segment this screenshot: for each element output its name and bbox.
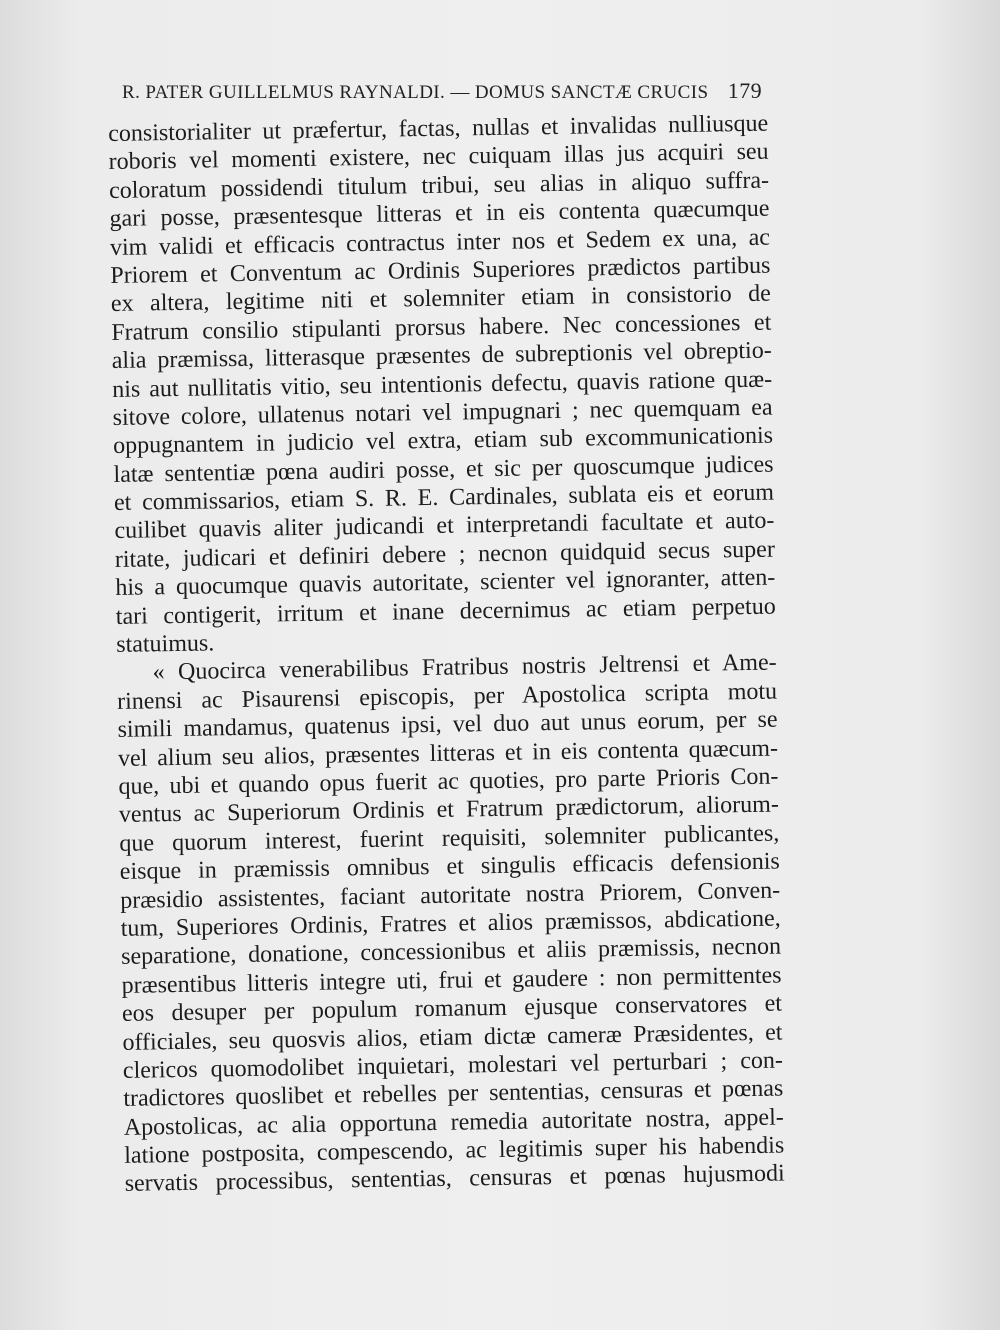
text-line: Priorem et Conventum ac Ordinis Superiores prædictos partibus: [110, 252, 771, 289]
text-line: Fratrum consilio stipulanti prorsus habere. Nec concessiones et: [111, 309, 772, 346]
text-line: rinensi ac Pisaurensi episcopis, per Apostolica scripta motu: [116, 678, 778, 715]
text-line: latæ sententiæ pœna audiri posse, et sic per quoscumque judices: [113, 451, 774, 488]
text-line: Apostolicas, ac alia opportuna remedia autoritate nostra, appel-: [123, 1104, 784, 1141]
text-line: consistorialiter ut præfertur, factas, nullas et invalidas nulliusque: [108, 110, 769, 147]
text-line: simili mandamus, quatenus ipsi, vel duo aut unus eorum, per se: [117, 706, 778, 744]
text-line: roboris vel momenti existere, nec cuiquam illas jus acquiri seu: [108, 139, 769, 176]
text-line: gari posse, præsentesque litteras et in eis contenta quæcumque: [109, 195, 770, 233]
text-line: cuilibet quavis aliter judicandi et interpretandi facultate et auto-: [114, 508, 775, 545]
text-line: eisque in præmissis omnibus et singulis efficacis defensionis: [119, 848, 780, 886]
text-line: his a quocumque quavis autoritate, scienter vel ignoranter, atten-: [115, 564, 776, 602]
body-text: [108, 110, 785, 1199]
text-line: que quorum interest, fuerint requisiti, solemniter publicantes,: [119, 820, 780, 857]
text-line: statuimus.: [116, 630, 215, 658]
text-line: præsidio assistentes, faciant autoritate nostra Priorem, Conven-: [120, 877, 781, 914]
text-line: tari contigerit, irritum et inane decernimus ac etiam perpetuo: [115, 593, 776, 630]
text-line: vim validi et efficacis contractus inter nos et Sedem ex una, ac: [109, 224, 771, 261]
text-line: latione postposita, compescendo, ac legitimis super his habendis: [124, 1132, 785, 1169]
text-line: separatione, donatione, concessionibus et aliis præmissis, necnon: [120, 933, 782, 971]
text-line: sitove colore, ullatenus notari vel impugnari ; nec quemquam ea: [112, 394, 773, 431]
text-line: et commissarios, etiam S. R. E. Cardinales, sublata eis et eorum: [113, 479, 775, 517]
text-line: ritate, judicari et definiri debere ; necnon quidquid secus super: [114, 536, 776, 573]
text-line: clericos quomodolibet inquietari, molestari vel perturbari ; con-: [122, 1047, 784, 1084]
running-title: R. PATER GUILLELMUS RAYNALDI. — DOMUS SANCTÆ CRUCIS: [122, 82, 709, 103]
text-line: ex altera, legitime niti et solemniter etiam in consistorio de: [110, 280, 772, 318]
text-line: ventus ac Superiorum Ordinis et Fratrum prædictorum, aliorum-: [118, 791, 780, 829]
text-line: nis aut nullitatis vitio, seu intentionis defectu, quavis ratione quæ-: [112, 366, 773, 403]
text-line: tum, Superiores Ordinis, Fratres et alios præmissos, abdicatione,: [120, 905, 781, 942]
text-line: eos desuper per populum romanum ejusque conservatores et: [121, 990, 783, 1027]
text-line: alia præmissa, litterasque præsentes de subreptionis vel obreptio-: [111, 337, 772, 375]
text-line: officiales, seu quosvis alios, etiam dictæ cameræ Præsidentes, et: [122, 1019, 783, 1056]
text-line: servatis processibus, sententias, censuras et pœnas hujusmodi: [124, 1160, 785, 1198]
running-head: [122, 78, 762, 108]
text-line: « Quocirca venerabilibus Fratribus nostris Jeltrensi et Ame-: [152, 649, 777, 686]
text-line: tradictores quoslibet et rebelles per sententias, censuras et pœnas: [123, 1075, 784, 1113]
paragraph: [108, 110, 776, 660]
page-number: 179: [727, 78, 762, 103]
text-line: vel alium seu alios, præsentes litteras et in eis contenta quæcum-: [117, 735, 779, 772]
paragraph: [116, 649, 784, 1199]
text-line: præsentibus litteris integre uti, frui et gaudere : non permittentes: [121, 962, 782, 999]
text-line: que, ubi et quando opus fuerit ac quoties, pro parte Prioris Con-: [118, 763, 779, 800]
text-line: coloratum possidendi titulum tribui, seu alias in aliquo suffra-: [108, 167, 770, 204]
text-line: oppugnantem in judicio vel extra, etiam sub excommunicationis: [112, 422, 774, 460]
